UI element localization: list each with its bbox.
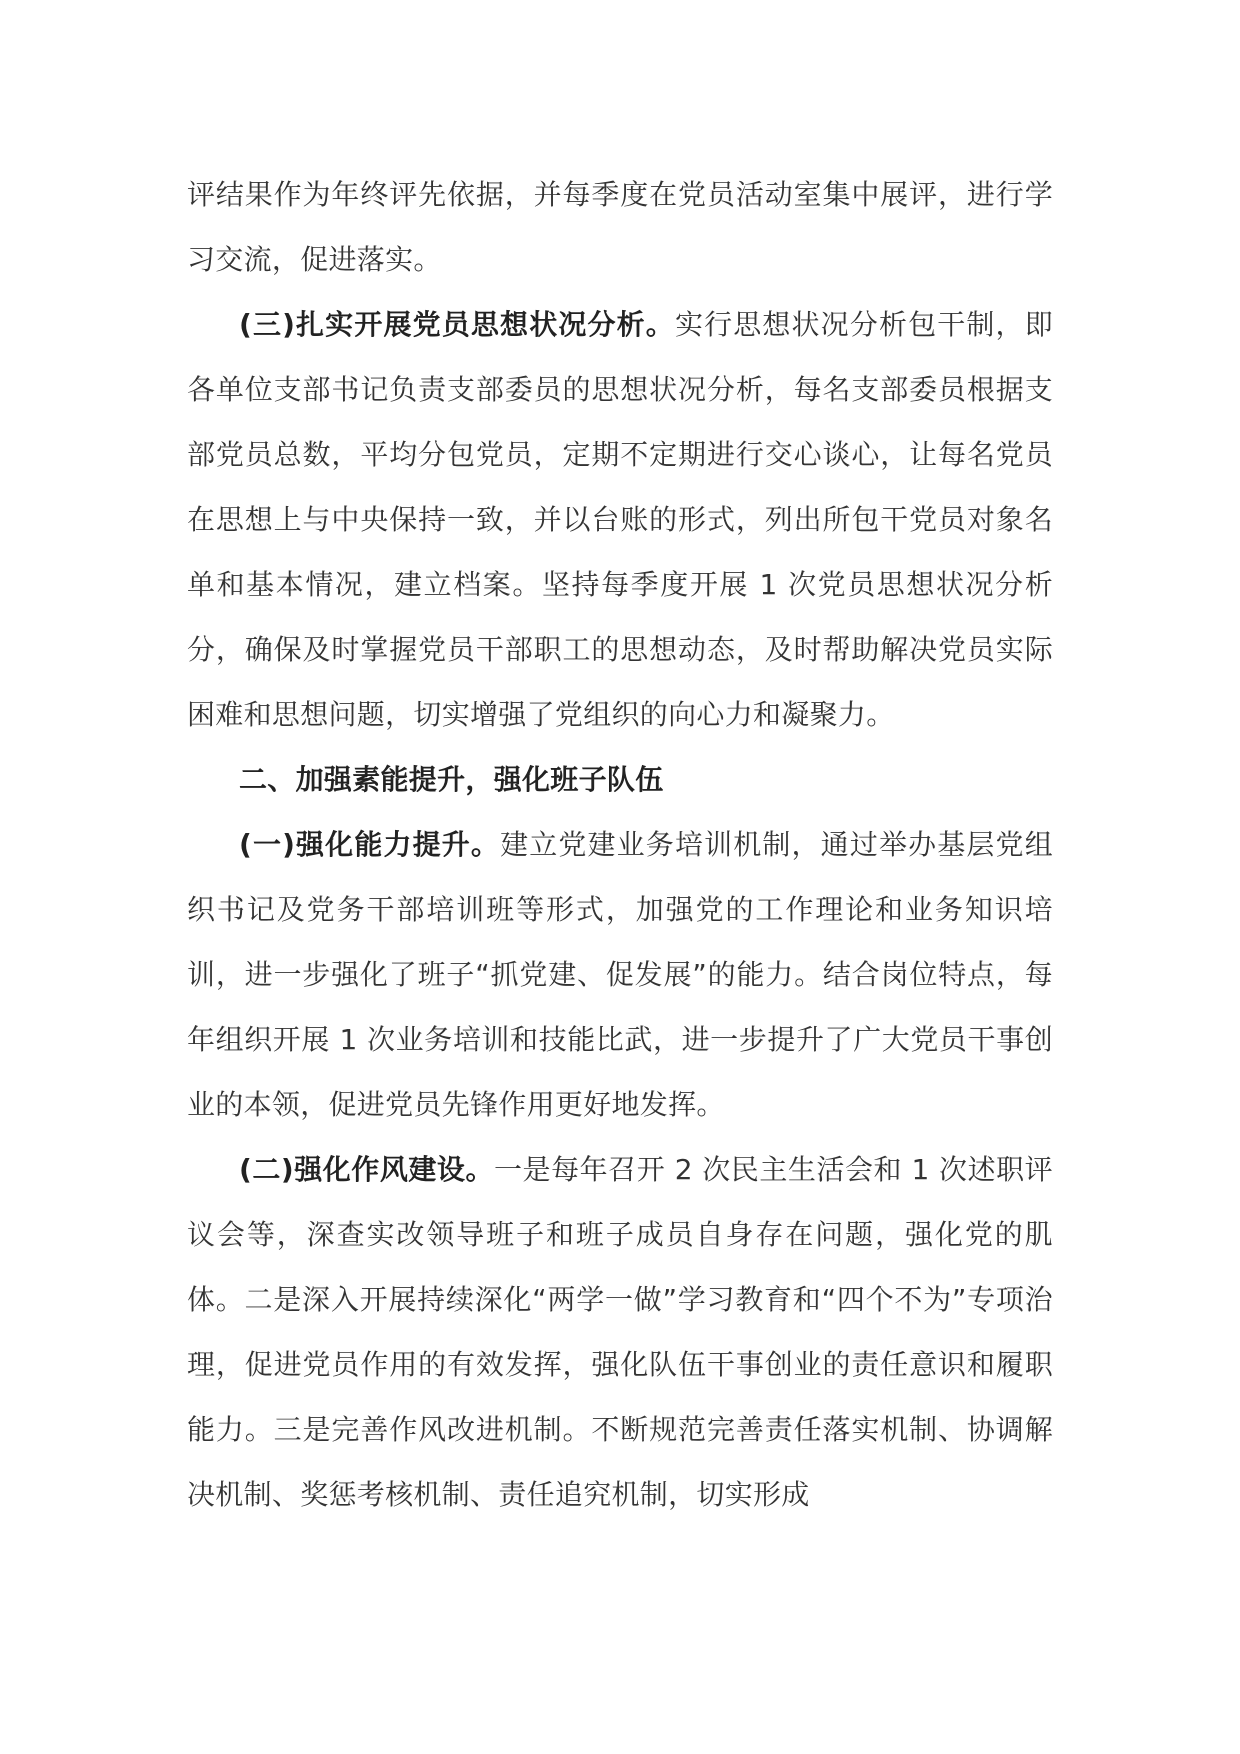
paragraph-subsection-2 bbox=[187, 1137, 1053, 1527]
paragraph-text: 实行思想状况分析包干制，即各单位支部书记负责支部委员的思想状况分析，每名支部委员根据支部党员总数，平均分包党员，定期不定期进行交心谈心，让每名党员在思想上与中央保持一致，并以台账的形式，列出所包干党员对象名单和基本情况，建立档案。坚持每季度开展 1 次党员思想状况分析分，确保及时掌握党员干部职工的思想动态，及时帮助解决党员实际困难和思想问题，切实增强了党组织的向心力和凝聚力。 bbox=[187, 308, 1053, 731]
paragraph-section-3 bbox=[187, 292, 1053, 747]
paragraph-text: 评结果作为年终评先依据，并每季度在党员活动室集中展评，进行学习交流，促进落实。 bbox=[187, 178, 1053, 276]
section-heading: 二、加强素能提升，强化班子队伍 bbox=[239, 763, 664, 796]
paragraph-subsection-1 bbox=[187, 812, 1053, 1137]
paragraph-lead: (三)扎实开展党员思想状况分析。 bbox=[239, 308, 675, 341]
paragraph-text: 建立党建业务培训机制，通过举办基层党组织书记及党务干部培训班等形式，加强党的工作理论和业务知识培训，进一步强化了班子“抓党建、促发展”的能力。结合岗位特点，每年组织开展 1 次业务培训和技能比武，进一步提升了广大党员干事创业的本领，促进党员先锋作用更好地发挥。 bbox=[187, 828, 1053, 1121]
paragraph-lead: (二)强化作风建设。 bbox=[239, 1153, 495, 1186]
paragraph-text: 一是每年召开 2 次民主生活会和 1 次述职评议会等，深查实改领导班子和班子成员自身存在问题，强化党的肌体。二是深入开展持续深化“两学一做”学习教育和“四个不为”专项治理，促进党员作用的有效发挥，强化队伍干事创业的责任意识和履职能力。三是完善作风改进机制。不断规范完善责任落实机制、协调解决机制、奖惩考核机制、责任追究机制，切实形成 bbox=[187, 1153, 1053, 1511]
paragraph-continuation bbox=[187, 162, 1053, 292]
paragraph-lead: (一)强化能力提升。 bbox=[239, 828, 501, 861]
document-body bbox=[187, 162, 1053, 1527]
